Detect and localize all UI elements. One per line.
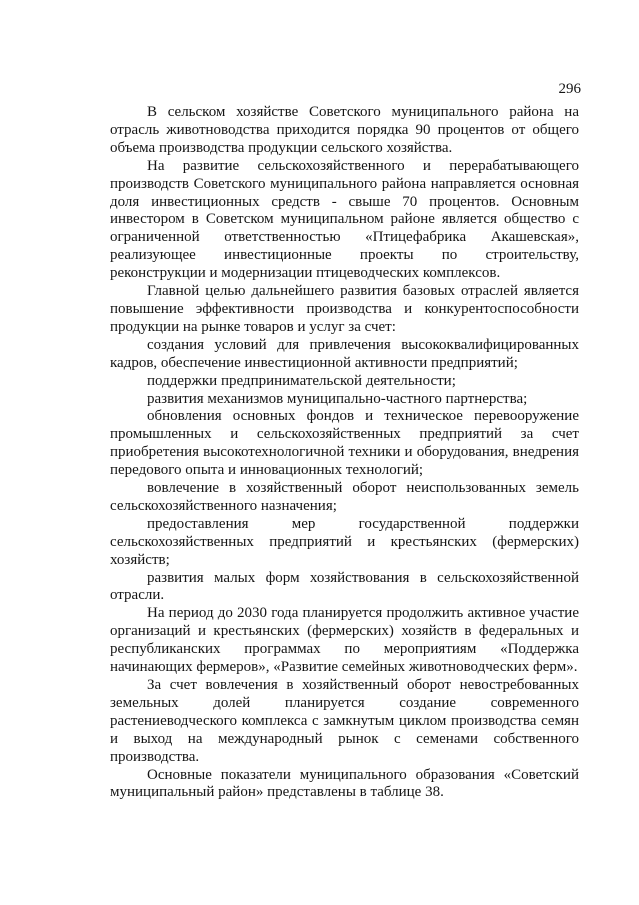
document-body <box>110 104 579 802</box>
page-number: 296 <box>558 81 581 97</box>
paragraph: Главной целью дальнейшего развития базовых отраслей является повышение эффективности производства и конкурентоспособности продукции на рынке товаров и услуг за счет: <box>110 283 579 335</box>
list-item: развития малых форм хозяйствования в сельскохозяйственной отрасли. <box>110 569 579 604</box>
list-item: предоставления мер государственной поддержки сельскохозяйственных предприятий и крестьянских (фермерских) хозяйств; <box>110 515 579 568</box>
list-item: поддержки предпринимательской деятельности; <box>147 372 456 389</box>
list-item: вовлечение в хозяйственный оборот неиспользованных земель сельскохозяйственного назначения; <box>110 480 579 514</box>
paragraph: Основные показатели муниципального образования «Советский муниципальный район» представлены в таблице 38. <box>110 766 579 801</box>
paragraph: За счет вовлечения в хозяйственный оборот невостребованных земельных долей планируется создание современного растениеводческого комплекса с замкнутым циклом производства семян и выход на международный рынок с семенами собственного производства. <box>110 677 579 765</box>
paragraph: На развитие сельскохозяйственного и перерабатывающего производств Советского муниципального района направляется основная доля инвестиционных средств - свыше 70 процентов. Основным инвестором в Советском муниципальном районе является общество с ограниченной ответственностью «Птицефабрика Акашевская», реализующее инвестиционные проекты по строительству, реконструкции и модернизации птицеводческих комплексов. <box>110 157 579 282</box>
paragraph: В сельском хозяйстве Советского муниципального района на отрасль животноводства приходится порядка 90 процентов от общего объема производства продукции сельского хозяйства. <box>110 104 579 156</box>
list-item: создания условий для привлечения высококвалифицированных кадров, обеспечение инвестиционной активности предприятий; <box>110 336 579 371</box>
list-item: обновления основных фондов и техническое перевооружение промышленных и сельскохозяйственных предприятий за счет приобретения высокотехнологичной техники и оборудования, внедрения передового опыта и инновационных технологий; <box>110 408 579 479</box>
list-item: развития механизмов муниципально-частного партнерства; <box>147 390 528 407</box>
paragraph: На период до 2030 года планируется продолжить активное участие организаций и крестьянских (фермерских) хозяйств в федеральных и республиканских программах по мероприятиям «Поддержка начинающих фермеров», «Развитие семейных животноводческих ферм». <box>110 605 579 676</box>
